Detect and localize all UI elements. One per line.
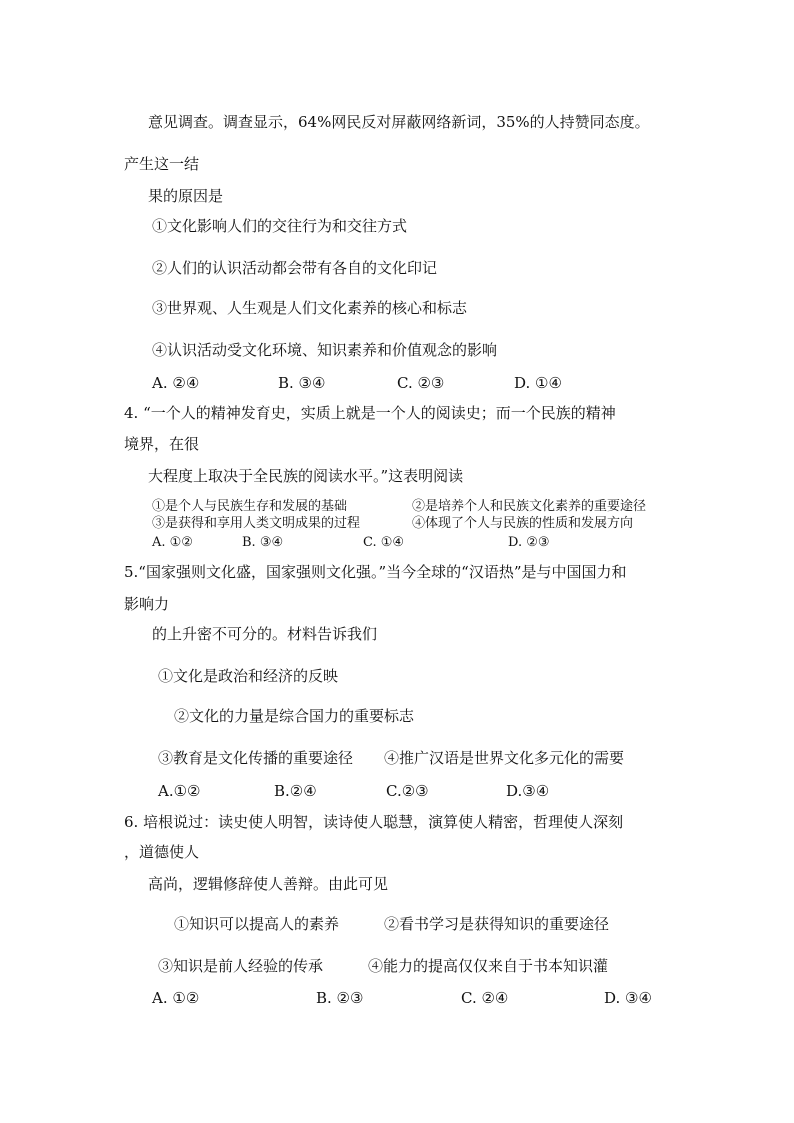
q6-line-3: 高尚，逻辑修辞使人善辩。由此可见 bbox=[148, 875, 389, 893]
q3-item-3: ③世界观、人生观是人们文化素养的核心和标志 bbox=[152, 299, 468, 317]
q5-item-3: ③教育是文化传播的重要途径 bbox=[158, 749, 354, 767]
q4-item-3: ③是获得和享用人类文明成果的过程 bbox=[152, 516, 361, 531]
q4-item-4: ④体现了个人与民族的性质和发展方向 bbox=[412, 516, 634, 531]
q6-option-c: C. ②④ bbox=[461, 989, 509, 1007]
q6-item-4: ④能力的提高仅仅来自于书本知识灌 bbox=[368, 957, 609, 975]
q4-option-d: D. ②③ bbox=[508, 535, 550, 550]
q3-line-1: 意见调查。调查显示，64%网民反对屏蔽网络新词，35%的人持赞同态度。 bbox=[148, 113, 650, 131]
q4-item-1: ①是个人与民族生存和发展的基础 bbox=[152, 499, 348, 514]
q4-item-2: ②是培养个人和民族文化素养的重要途径 bbox=[412, 499, 647, 514]
q6-line-1: 6. 培根说过：读史使人明智，读诗使人聪慧，演算使人精密，哲理使人深刻 bbox=[124, 813, 624, 831]
q5-line-2: 影响力 bbox=[124, 595, 170, 613]
q4-line-1: 4. “一个人的精神发育史，实质上就是一个人的阅读史；而一个民族的精神 bbox=[124, 404, 616, 422]
q4-line-2: 境界，在很 bbox=[124, 435, 200, 453]
q6-option-d: D. ③④ bbox=[604, 989, 652, 1007]
q5-item-4: ④推广汉语是世界文化多元化的需要 bbox=[384, 749, 625, 767]
q5-option-c: C.②③ bbox=[386, 782, 429, 800]
q5-item-1: ①文化是政治和经济的反映 bbox=[158, 667, 339, 685]
q5-option-d: D.③④ bbox=[506, 782, 550, 800]
q3-item-2: ②人们的认识活动都会带有各自的文化印记 bbox=[152, 259, 438, 277]
q3-item-1: ①文化影响人们的交往行为和交往方式 bbox=[152, 217, 408, 235]
q5-item-2: ②文化的力量是综合国力的重要标志 bbox=[174, 707, 415, 725]
q4-option-a: A. ①② bbox=[152, 535, 193, 550]
q5-option-a: A.①② bbox=[158, 782, 201, 800]
q6-item-3: ③知识是前人经验的传承 bbox=[158, 957, 324, 975]
q6-line-2: ，道德使人 bbox=[124, 843, 200, 861]
q3-option-a: A. ②④ bbox=[152, 374, 200, 392]
q3-line-2: 产生这一结 bbox=[124, 155, 200, 173]
q3-option-c: C. ②③ bbox=[397, 374, 445, 392]
q6-option-a: A. ①② bbox=[152, 989, 200, 1007]
q6-item-1: ①知识可以提高人的素养 bbox=[174, 915, 340, 933]
q5-line-1: 5.“国家强则文化盛，国家强则文化强。”当今全球的“汉语热”是与中国国力和 bbox=[124, 563, 627, 581]
q5-option-b: B.②④ bbox=[274, 782, 317, 800]
q6-item-2: ②看书学习是获得知识的重要途径 bbox=[384, 915, 610, 933]
q3-line-3: 果的原因是 bbox=[148, 187, 224, 205]
q4-option-b: B. ③④ bbox=[242, 535, 284, 550]
q4-line-3: 大程度上取决于全民族的阅读水平。”这表明阅读 bbox=[148, 467, 464, 485]
q4-option-c: C. ①④ bbox=[363, 535, 405, 550]
q3-option-d: D. ①④ bbox=[514, 374, 562, 392]
q6-option-b: B. ②③ bbox=[316, 989, 364, 1007]
q3-option-b: B. ③④ bbox=[278, 374, 326, 392]
q5-line-3: 的上升密不可分的。材料告诉我们 bbox=[152, 625, 378, 643]
q3-item-4: ④认识活动受文化环境、知识素养和价值观念的影响 bbox=[152, 341, 498, 359]
